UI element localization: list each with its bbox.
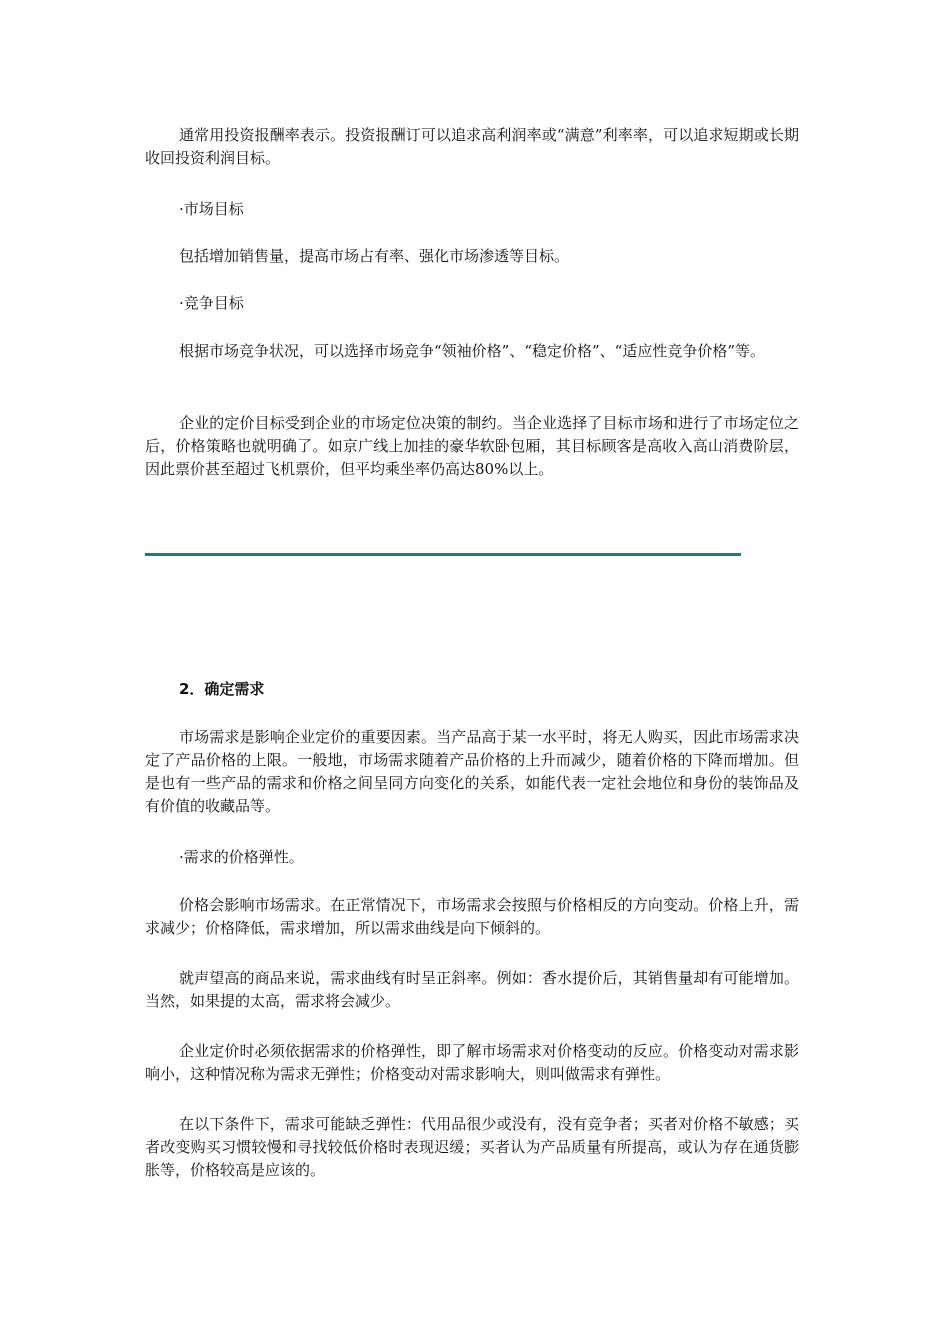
paragraph-positioning-summary: 企业的定价目标受到企业的市场定位决策的制约。当企业选择了目标市场和进行了市场定位之后，价格策略也就明确了。如京广线上加挂的豪华软卧包厢，其目标顾客是高收入高山消费阶层，因此票价甚至超过飞机票价，但平均乘坐率仍高达80%以上。 <box>145 414 799 478</box>
list-item-competition-goal: ·竞争目标 <box>179 294 244 312</box>
list-item-price-elasticity: ·需求的价格弹性。 <box>179 848 304 866</box>
paragraph-price-affects-demand: 价格会影响市场需求。在正常情况下，市场需求会按照与价格相反的方向变动。价格上升，需求减少；价格降低，需求增加，所以需求曲线是向下倾斜的。 <box>145 896 799 937</box>
section-divider <box>145 553 741 556</box>
list-item-market-goal: ·市场目标 <box>179 200 244 218</box>
paragraph-market-demand: 市场需求是影响企业定价的重要因素。当产品高于某一水平时，将无人购买，因此市场需求决定了产品价格的上限。一般地，市场需求随着产品价格的上升而减少，随着价格的下降而增加。但是也有一些产品的需求和价格之间呈同方向变化的关系，如能代表一定社会地位和身份的装饰品及有价值的收藏品等。 <box>145 728 799 815</box>
paragraph-investment-return: 通常用投资报酬率表示。投资报酬订可以追求高利润率或“满意”利率率，可以追求短期或长期收回投资利润目标。 <box>145 126 799 167</box>
paragraph-market-goal: 包括增加销售量，提高市场占有率、强化市场渗透等目标。 <box>179 247 570 265</box>
paragraph-competition-goal: 根据市场竞争状况，可以选择市场竞争“领袖价格”、“稳定价格”、“适应性竞争价格”等。 <box>179 342 766 360</box>
section-heading-demand: 2．确定需求 <box>179 680 265 698</box>
paragraph-elasticity-definition: 企业定价时必须依据需求的价格弹性，即了解市场需求对价格变动的反应。价格变动对需求影响小，这种情况称为需求无弹性；价格变动对需求影响大，则叫做需求有弹性。 <box>145 1042 799 1083</box>
paragraph-inelastic-conditions: 在以下条件下，需求可能缺乏弹性：代用品很少或没有，没有竞争者；买者对价格不敏感；买者改变购买习惯较慢和寻找较低价格时表现迟缓；买者认为产品质量有所提高，或认为存在通货膨胀等，价格较高是应该的。 <box>145 1115 799 1179</box>
paragraph-prestige-goods: 就声望高的商品来说，需求曲线有时呈正斜率。例如：香水提价后，其销售量却有可能增加。当然，如果提的太高，需求将会减少。 <box>145 969 799 1010</box>
